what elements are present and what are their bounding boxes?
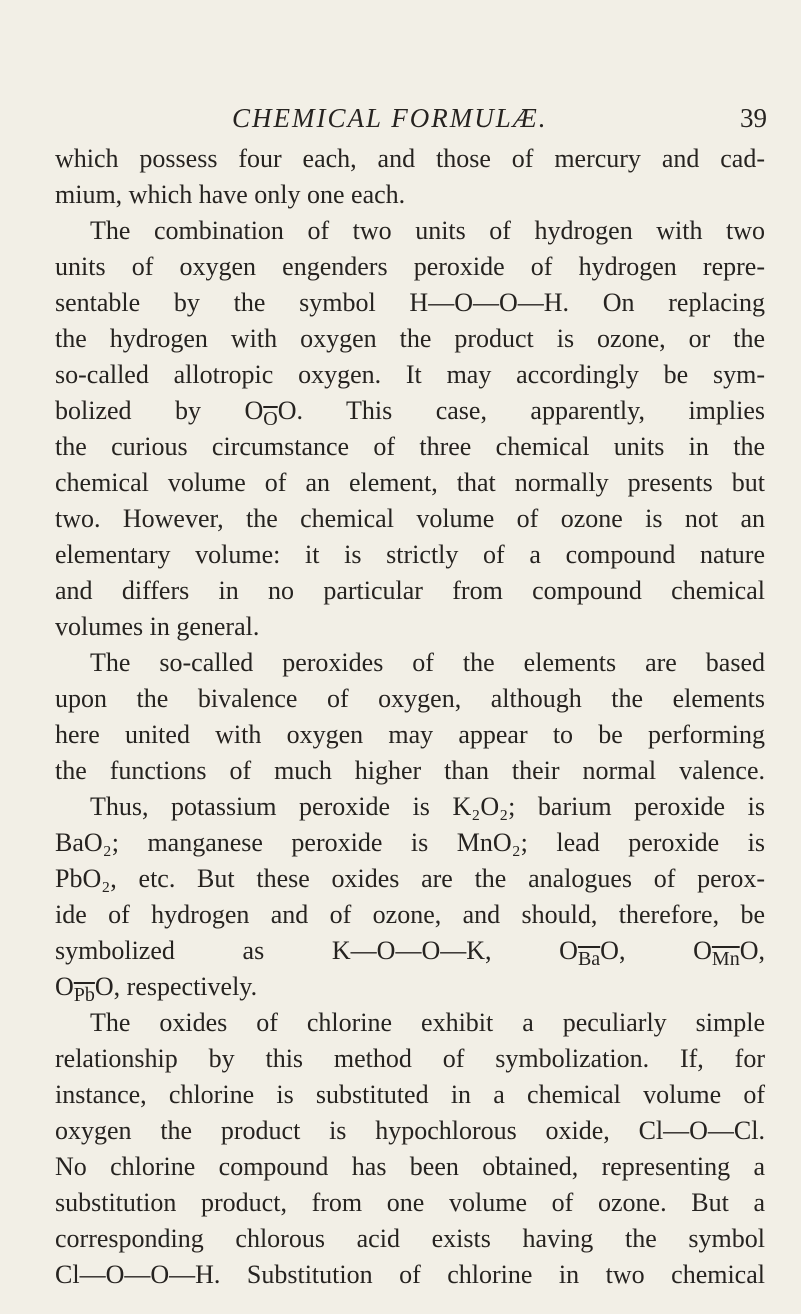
text-line: ide of hydrogen and of ozone, and should, therefore, be [55,900,765,929]
text-line: Cl—O—O—H. Substitution of chlorine in two chemical [55,1260,765,1289]
text-line: The so-called peroxides of the elements are based [90,648,765,677]
text-line: instance, chlorine is substituted in a chemical volume of [55,1080,765,1109]
text-line: substitution product, from one volume of ozone. But a [55,1188,765,1217]
text-line: relationship by this method of symbolization. If, for [55,1044,765,1073]
formula-bond-label: $\overline{Pb}$ [73,984,95,1006]
text-line: corresponding chlorous acid exists having the symbol [55,1224,765,1253]
page-number: 39 [740,103,767,133]
text-line-formula [55,969,765,1005]
formula-text: O, O [600,936,712,965]
text-line: so-called allotropic oxygen. It may accordingly be sym- [55,360,765,389]
text-line: the curious circumstance of three chemical units in the [55,432,765,461]
text-line: upon the bivalence of oxygen, although the elements [55,684,765,713]
text-line: sentable by the symbol H—O—O—H. On replacing [55,288,765,317]
text-line: PbO₂, etc. But these oxides are the analogues of perox- [55,864,765,893]
formula-text: O. This case, apparently, implies [277,396,765,425]
text-line: The combination of two units of hydrogen with two [90,216,765,245]
formula-text: O, [739,936,765,965]
text-line: No chlorine compound has been obtained, representing a [55,1152,765,1181]
formula-text: symbolized as K—O—O—K, O [55,936,578,965]
text-line: The oxides of chlorine exhibit a peculiarly simple [90,1008,765,1037]
text-line: the hydrogen with oxygen the product is ozone, or the [55,324,765,353]
formula-bond-label: $\overline{Mn}$ [711,948,740,970]
text-line: units of oxygen engenders peroxide of hydrogen repre- [55,252,765,281]
text-line: Thus, potassium peroxide is K₂O₂; barium peroxide is [90,792,765,821]
formula-bond-label: $\overline{Ba}$ [577,948,601,970]
text-line: chemical volume of an element, that normally presents but [55,468,765,497]
formula-bond-label: $\overline{O}$ [263,408,278,430]
text-line: which possess four each, and those of mercury and cad- [55,144,765,173]
formula-text: bolized by O [55,396,264,425]
text-line: oxygen the product is hypochlorous oxide, Cl—O—Cl. [55,1116,765,1145]
text-line: BaO₂; manganese peroxide is MnO₂; lead peroxide is [55,828,765,857]
running-head [0,103,801,139]
text-line-formula [55,933,765,969]
text-line: volumes in general. [55,612,260,641]
text-line: the functions of much higher than their normal valence. [55,756,765,785]
text-line: elementary volume: it is strictly of a compound nature [55,540,765,569]
text-line: here united with oxygen may appear to be performing [55,720,765,749]
text-line-formula [55,393,765,429]
text-line: mium, which have only one each. [55,180,406,209]
text-line: two. However, the chemical volume of ozone is not an [55,504,765,533]
running-head-title: CHEMICAL FORMULÆ. [232,103,548,133]
formula-text: O [55,972,74,1001]
text-line: and differs in no particular from compound chemical [55,576,765,605]
formula-text: O, respectively. [94,972,258,1001]
